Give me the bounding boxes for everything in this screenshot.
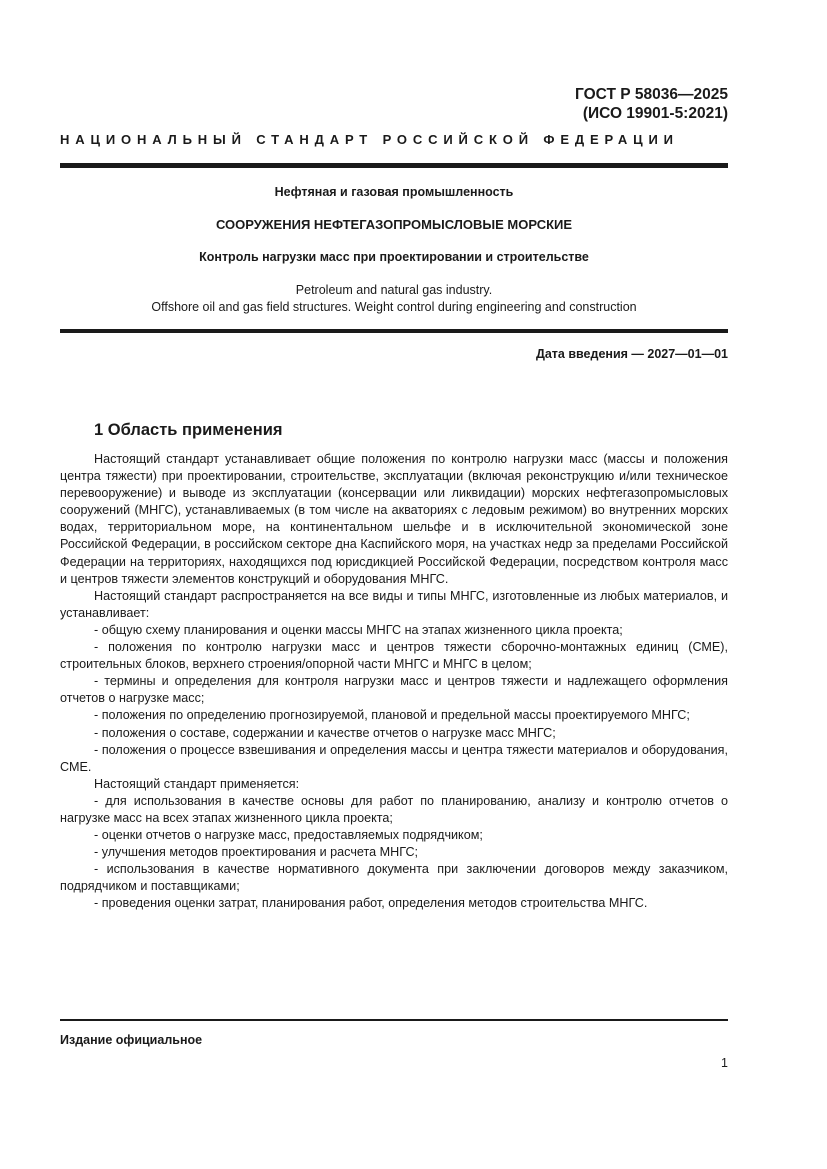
page-number: 1	[721, 1056, 728, 1070]
industry-title: Нефтяная и газовая промышленность	[274, 185, 514, 199]
list-item: - общую схему планирования и оценки массы МНГС на этапах жизненного цикла проекта;	[94, 622, 623, 637]
english-title-line-1: Petroleum and natural gas industry.	[295, 283, 493, 297]
list-item: - положения по контролю нагрузки масс и центров тяжести сборочно-монтажных единиц (СМЕ), строительных блоков, верхнего строения/опорной части МНГС и МНГС в целом;	[60, 640, 728, 672]
official-edition: Издание официальное	[60, 1033, 203, 1047]
main-title: СООРУЖЕНИЯ НЕФТЕГАЗОПРОМЫСЛОВЫЕ МОРСКИЕ	[215, 217, 573, 232]
introduction-date: Дата введения — 2027—01—01	[535, 347, 728, 361]
english-title-line-2: Offshore oil and gas field structures. Weight control during engineering and construction	[151, 300, 637, 314]
section-body	[60, 451, 728, 913]
list-item: - оценки отчетов о нагрузке масс, предоставляемых подрядчиком;	[94, 828, 483, 843]
list-item: - для использования в качестве основы для работ по планированию, анализу и контролю отчетов о нагрузке масс на всех этапах жизненного цикла проекта;	[60, 793, 728, 825]
list-item: - положения о процессе взвешивания и определения массы и центра тяжести материалов и оборудования, СМЕ.	[60, 742, 728, 774]
iso-number: (ИСО 19901-5:2021)	[582, 105, 728, 122]
english-title	[60, 282, 728, 316]
list-item: - положения по определению прогнозируемой, плановой и предельной массы проектируемого МНГС;	[94, 708, 690, 723]
list-item: - улучшения методов проектирования и расчета МНГС;	[94, 845, 419, 860]
list-item: - положения о составе, содержании и качестве отчетов о нагрузке масс МНГС;	[94, 725, 556, 740]
list-item: - использования в качестве нормативного документа при заключении договоров между заказчиком, подрядчиком и поставщиками;	[60, 862, 728, 894]
section-heading: 1 Область применения	[94, 421, 283, 439]
standard-code	[575, 85, 728, 123]
usage-paragraph: Настоящий стандарт применяется:	[94, 776, 300, 791]
header-rule	[60, 163, 728, 168]
title-rule	[60, 329, 728, 333]
list-item: - проведения оценки затрат, планирования работ, определения методов строительства МНГС.	[94, 896, 648, 911]
applies-paragraph: Настоящий стандарт распространяется на все виды и типы МНГС, изготовленные из любых материалов, и устанавливает:	[60, 588, 728, 620]
gost-number: ГОСТ Р 58036—2025	[575, 86, 728, 103]
list-item: - термины и определения для контроля нагрузки масс и центров тяжести и надлежащего оформления отчетов о нагрузке масс;	[60, 674, 728, 706]
subtitle: Контроль нагрузки масс при проектировании и строительстве	[199, 250, 589, 264]
national-standard-banner: НАЦИОНАЛЬНЫЙ СТАНДАРТ РОССИЙСКОЙ ФЕДЕРАЦИИ	[60, 132, 679, 147]
footer-rule	[60, 1019, 728, 1021]
scope-paragraph: Настоящий стандарт устанавливает общие положения по контролю нагрузки масс (массы и положения центра тяжести) при проектировании, строительстве, эксплуатации (включая реконструкцию и/или техническое перевооружение) и выводе из эксплуатации (консервации или ликвидации) морских нефтегазопромысловых сооружений (МНГС), устанавливаемых (в том числе на акваториях с ледовым режимом) во внутренних морских водах, территориальном море, на континентальном шельфе и в исключительной экономической зоне Российской Федерации, в российском секторе дна Каспийского моря, на участках недр за пределами Российской Федерации на территориях, находящихся под юрисдикцией Российской Федерации, посредством контроля масс и центров тяжести элементов конструкций и оборудования МНГС.	[60, 452, 728, 586]
